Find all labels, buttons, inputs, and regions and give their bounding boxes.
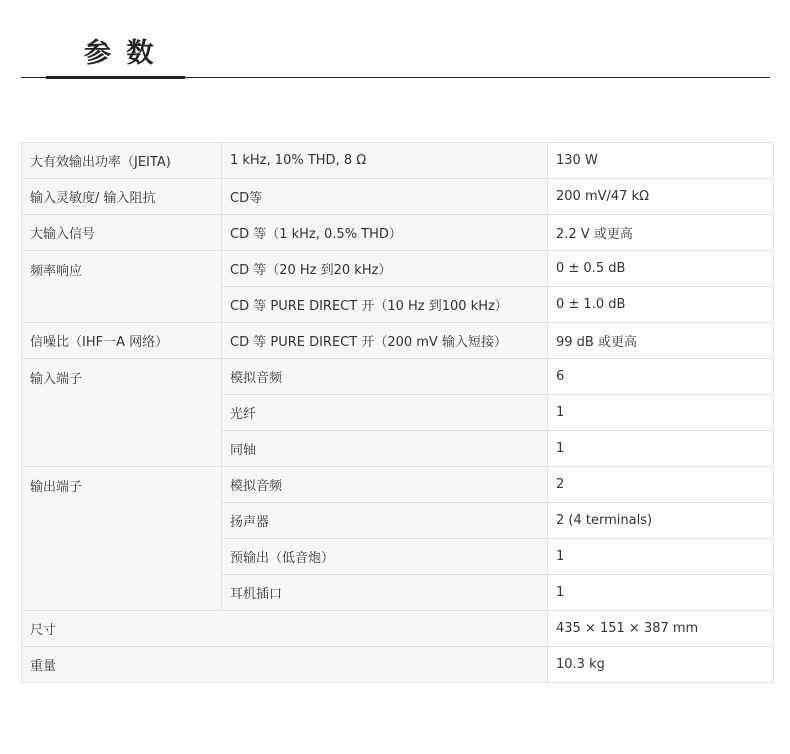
spec-value: 1 <box>548 575 774 611</box>
spec-condition: 模拟音频 <box>222 359 548 395</box>
spec-condition: 光纤 <box>222 395 548 431</box>
spec-value: 0 ± 0.5 dB <box>548 251 774 287</box>
spec-value: 99 dB 或更高 <box>548 323 774 359</box>
spec-label: 输出端子 <box>22 467 222 611</box>
spec-label: 尺寸 <box>22 611 548 647</box>
title-accent-bar <box>46 76 185 79</box>
spec-label: 大输入信号 <box>22 215 222 251</box>
spec-condition: 模拟音频 <box>222 467 548 503</box>
spec-value: 6 <box>548 359 774 395</box>
specs-table <box>21 142 774 683</box>
spec-condition: CD 等（1 kHz, 0.5% THD） <box>222 215 548 251</box>
table-row <box>22 359 774 395</box>
spec-value: 1 <box>548 539 774 575</box>
table-row <box>22 179 774 215</box>
page-title: 参 数 <box>84 38 157 69</box>
spec-label: 重量 <box>22 647 548 683</box>
spec-condition: CD 等 PURE DIRECT 开（10 Hz 到100 kHz） <box>222 287 548 323</box>
table-row <box>22 143 774 179</box>
spec-condition: 同轴 <box>222 431 548 467</box>
spec-value: 0 ± 1.0 dB <box>548 287 774 323</box>
table-row <box>22 467 774 503</box>
spec-value: 2 <box>548 467 774 503</box>
spec-value: 435 × 151 × 387 mm <box>548 611 774 647</box>
spec-value: 1 <box>548 431 774 467</box>
spec-condition: CD 等 PURE DIRECT 开（200 mV 输入短接） <box>222 323 548 359</box>
spec-label: 输入端子 <box>22 359 222 467</box>
spec-condition: 耳机插口 <box>222 575 548 611</box>
table-row <box>22 647 774 683</box>
spec-label: 频率响应 <box>22 251 222 323</box>
spec-label: 大有效输出功率（JEITA) <box>22 143 222 179</box>
spec-value: 2.2 V 或更高 <box>548 215 774 251</box>
spec-label: 输入灵敏度/ 输入阻抗 <box>22 179 222 215</box>
spec-value: 1 <box>548 395 774 431</box>
spec-condition: 1 kHz, 10% THD, 8 Ω <box>222 143 548 179</box>
spec-value: 200 mV/47 kΩ <box>548 179 774 215</box>
spec-value: 10.3 kg <box>548 647 774 683</box>
table-row <box>22 251 774 287</box>
table-row <box>22 611 774 647</box>
spec-condition: 预输出（低音炮） <box>222 539 548 575</box>
spec-label: 信噪比（IHF一A 网络） <box>22 323 222 359</box>
spec-condition: CD等 <box>222 179 548 215</box>
spec-condition: CD 等（20 Hz 到20 kHz） <box>222 251 548 287</box>
table-row <box>22 323 774 359</box>
spec-value: 2 (4 terminals) <box>548 503 774 539</box>
spec-value: 130 W <box>548 143 774 179</box>
spec-condition: 扬声器 <box>222 503 548 539</box>
table-row <box>22 215 774 251</box>
